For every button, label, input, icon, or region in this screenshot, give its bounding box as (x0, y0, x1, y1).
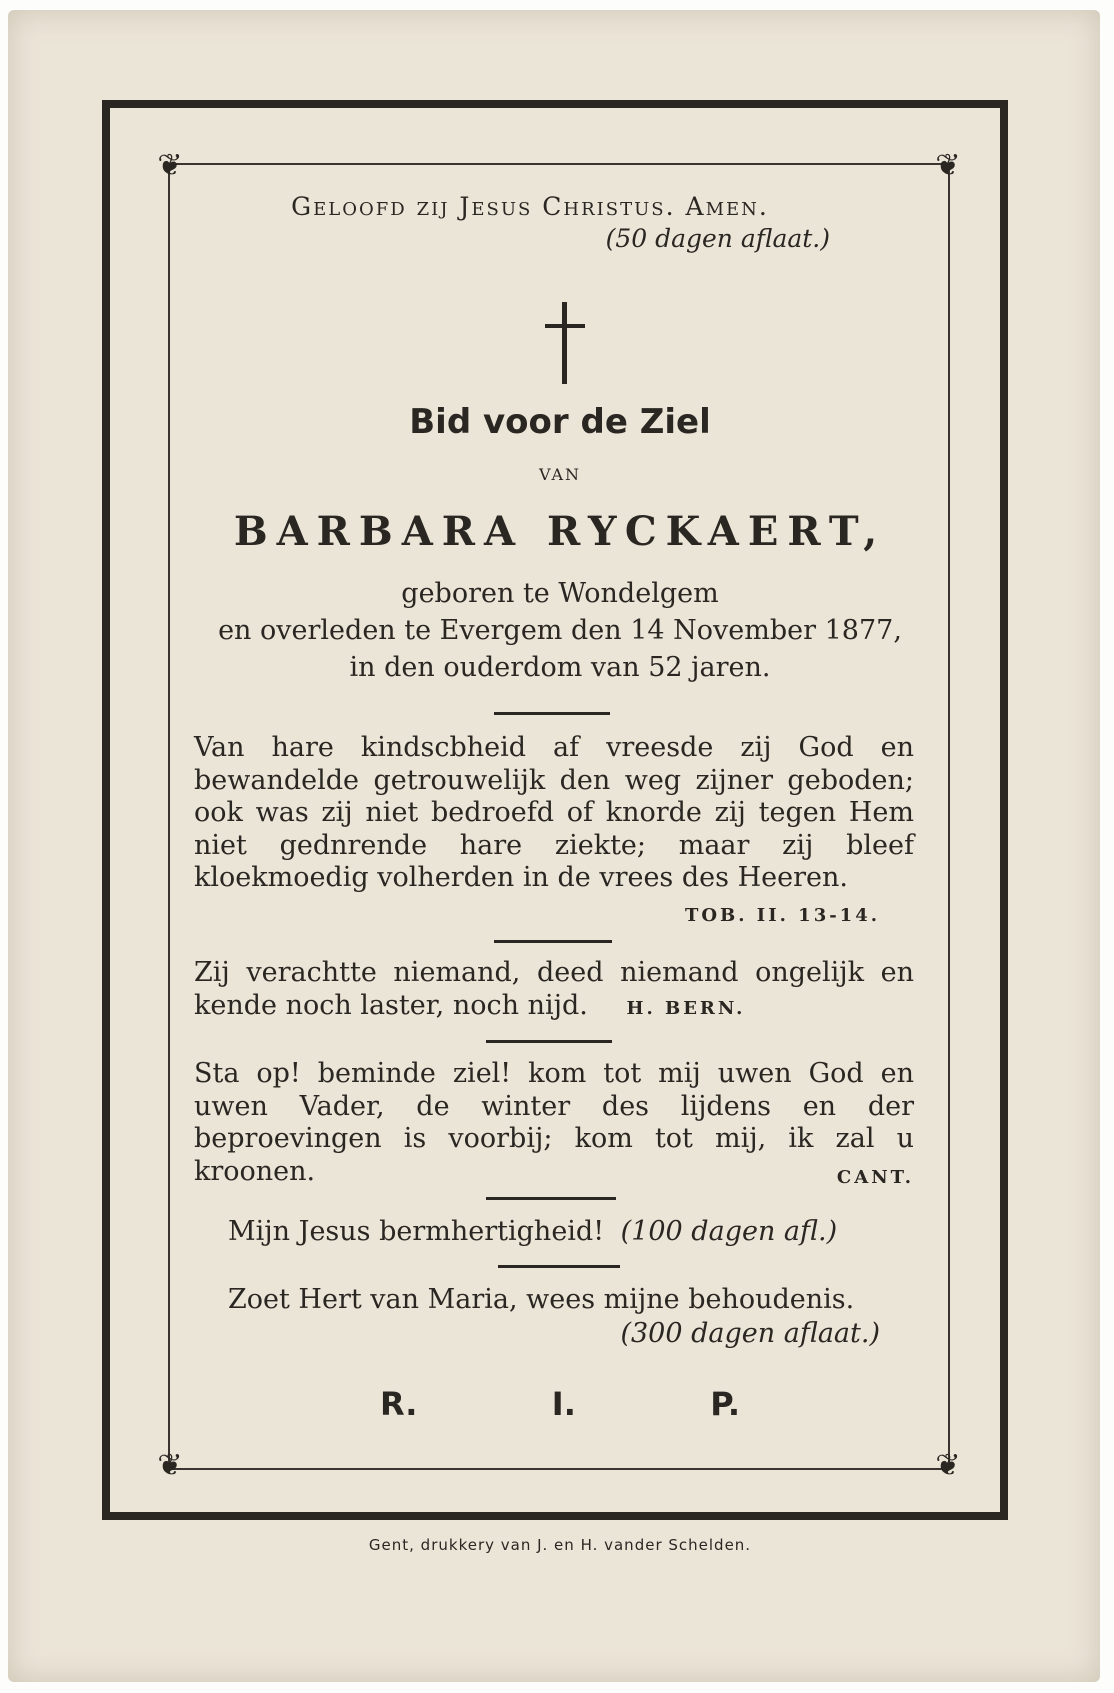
corner-ornament-icon: ❦ (157, 148, 183, 183)
death-line: en overleden te Evergem den 14 November 1877, (218, 615, 902, 646)
divider (494, 712, 610, 715)
divider (494, 940, 612, 943)
prayer-2-indulgence: (300 dagen aflaat.) (620, 1318, 880, 1349)
prayer-indulgence: (100 dagen afl.) (620, 1216, 838, 1247)
corner-ornament-icon: ❦ (935, 148, 961, 183)
prayer-text: Mijn Jesus bermhertigheid! (228, 1216, 605, 1247)
passage-2 (194, 957, 914, 1025)
divider (486, 1197, 616, 1200)
van-label: VAN (538, 465, 582, 484)
passage-1-reference: TOB. II. 13-14. (684, 905, 880, 926)
passage-text: Zij verachtte niemand, deed niemand ongelijk en kende noch laster, noch nijd. (194, 957, 914, 1021)
passage-1 (194, 732, 914, 895)
printer-credit: Gent, drukkery van J. en H. vander Schelden. (368, 1536, 752, 1554)
passage-text: Van hare kindscbheid af vreesde zij God en bewandelde getrouwelijk den weg zijner geboden; ook was zij niet bedroefd of knorde zij tegen Hem niet gednrende hare ziekte; maar zij bleef kloekmoedig volherden in de vrees des Heeren. (194, 732, 914, 893)
birth-line: geboren te Wondelgem (401, 578, 719, 609)
prayer-1 (228, 1216, 908, 1247)
rip-letter: R. (380, 1385, 418, 1423)
pray-heading: Bid voor de Ziel (409, 402, 711, 442)
age-line: in den ouderdom van 52 jaren. (349, 652, 771, 683)
passage-2-reference: H. BERN. (626, 997, 746, 1019)
passage-text: Sta op! beminde ziel! kom tot mij uwen God en uwen Vader, de winter des lijdens en der beproevingen is voorbij; kom tot mij, ik zal u kroonen. (194, 1058, 914, 1187)
rip (380, 1385, 740, 1423)
divider (498, 1265, 620, 1268)
passage-3-reference: CANT. (836, 1166, 914, 1188)
divider (486, 1040, 612, 1043)
rip-letter: P. (710, 1385, 740, 1423)
prayer-2-text: Zoet Hert van Maria, wees mijne behoudenis. (228, 1284, 855, 1315)
rip-letter: I. (551, 1385, 576, 1423)
deceased-name: BARBARA RYCKAERT, (233, 508, 887, 555)
corner-ornament-icon: ❦ (935, 1448, 961, 1483)
corner-ornament-icon: ❦ (157, 1448, 183, 1483)
acclamation-indulgence: (50 dagen aflaat.) (605, 224, 830, 253)
passage-3 (194, 1058, 914, 1194)
cross-icon (545, 302, 585, 384)
acclamation: Geloofd zij Jesus Christus. Amen. (291, 192, 769, 221)
